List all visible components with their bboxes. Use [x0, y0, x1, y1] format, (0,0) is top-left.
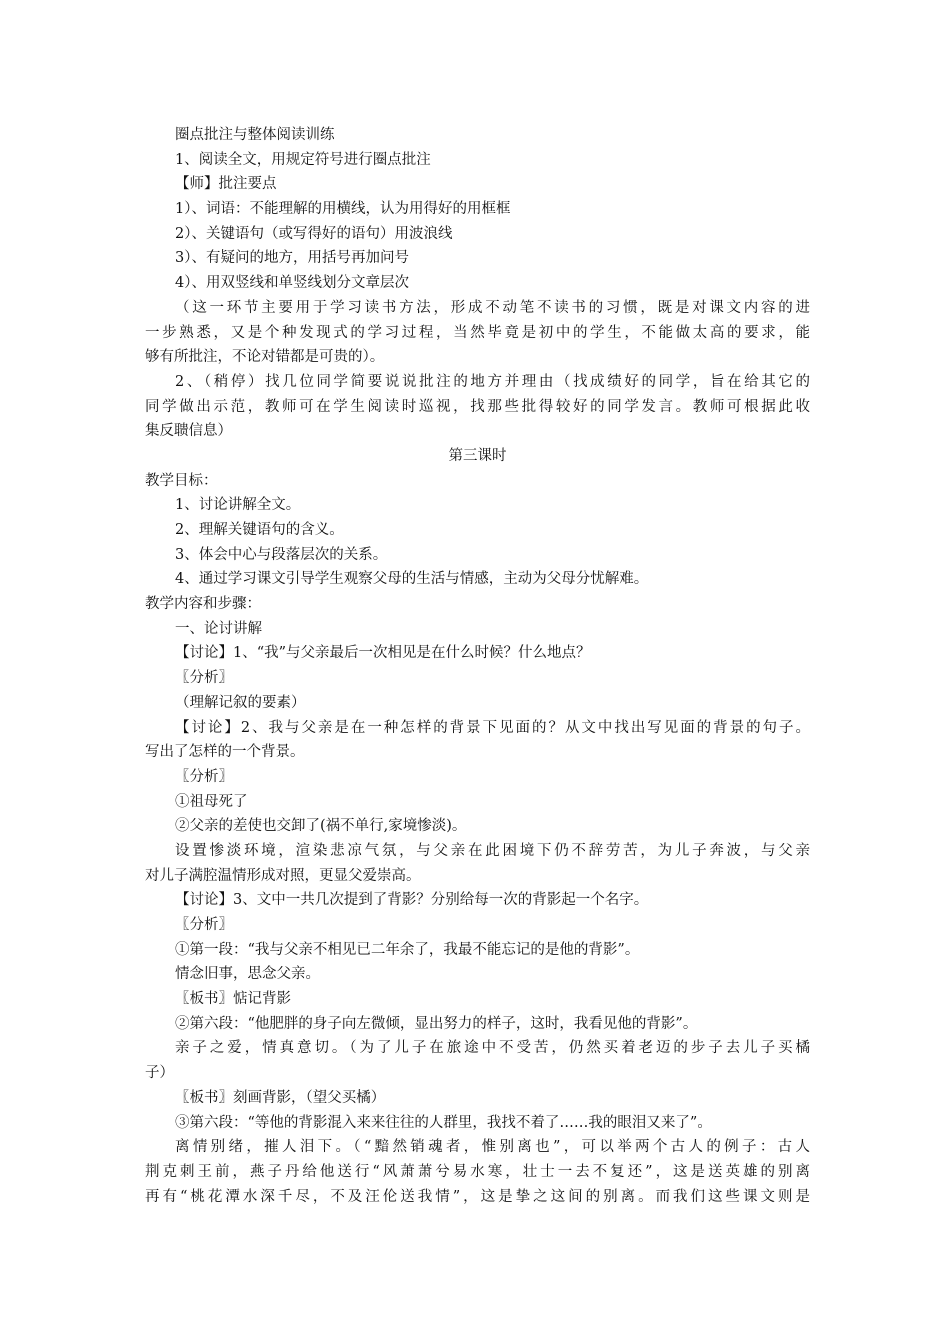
text-line: 荆克刺王前，燕子丹给他送行“风萧萧兮易水寒，壮士一去不复还”，这是送英雄的别离 [145, 1163, 810, 1180]
text-line: 【讨论】2、我与父亲是在一种怎样的背景下见面的？从文中找出写见面的背景的句子。 [175, 719, 810, 736]
text-line: 4、通过学习课文引导学生观察父母的生活与情感，主动为父母分忧解难。 [175, 571, 649, 588]
text-line: ③第六段：“等他的背影混入来来往往的人群里，我找不着了……我的眼泪又来了”。 [175, 1114, 712, 1131]
text-line: 1、阅读全文，用规定符号进行圈点批注 [175, 151, 431, 168]
text-line: ②父亲的差使也交卸了(祸不单行,家境惨淡)。 [175, 818, 467, 835]
text-line: 亲子之爱，情真意切。（为了儿子在旅途中不受苦，仍然买着老迈的步子去儿子买橘 [175, 1040, 810, 1057]
document-page [145, 123, 810, 1209]
text-line: 一步熟悉，又是个种发现式的学习过程，当然毕竟是初中的学生，不能做太高的要求，能 [145, 324, 810, 341]
text-line: 1、讨论讲解全文。 [175, 497, 301, 514]
text-line: 〖分析〗 [175, 670, 233, 687]
text-line: 教学目标： [145, 472, 218, 489]
text-line: ②第六段：“他肥胖的身子向左微倾，显出努力的样子，这时，我看见他的背影”。 [175, 1015, 698, 1032]
text-line: 够有所批注，不论对错都是可贵的）。 [145, 349, 385, 366]
text-line: 2、（稍停）找几位同学简要说说批注的地方并理由（找成绩好的同学，旨在给其它的 [175, 373, 810, 390]
text-line: 圈点批注与整体阅读训练 [175, 127, 335, 143]
text-line: ①第一段：“我与父亲不相见已二年余了，我最不能忘记的是他的背影”。 [175, 941, 640, 958]
text-line: （理解记叙的要素） [175, 694, 306, 711]
text-line: 设置惨淡环境，渲染悲凉气氛，与父亲在此困境下仍不辞劳苦，为儿子奔波，与父亲 [175, 842, 810, 859]
text-line: 教学内容和步骤： [145, 596, 261, 613]
text-line: 1）、词语：不能理解的用横线，认为用得好的用框框 [175, 201, 511, 218]
text-line: 〖分析〗 [175, 768, 233, 785]
text-line: 3、体会中心与段落层次的关系。 [175, 546, 388, 563]
text-line: 子） [145, 1065, 174, 1082]
text-line: 2）、关键语句（或写得好的语句）用波浪线 [175, 225, 453, 242]
text-line: 离情别绪，摧人泪下。（“黯然销魂者，惟别离也”，可以举两个古人的例子：古人 [175, 1139, 810, 1156]
text-line: 【讨论】3、文中一共几次提到了背影？分别给每一次的背影起一个名字。 [175, 892, 649, 909]
text-line: 4）、用双竖线和单竖线划分文章层次 [175, 275, 409, 292]
text-line: ①祖母死了 [175, 793, 248, 810]
text-line: 〖分析〗 [175, 917, 233, 933]
text-line: 〖板书〗刻画背影，（望父买橘） [175, 1089, 386, 1106]
text-line: 再有“桃花潭水深千尽，不及汪伦送我情”，这是挚之这间的别离。而我们这些课文则是 [145, 1188, 810, 1205]
text-line: （这一环节主要用于学习读书方法，形成不动笔不读书的习惯，既是对课文内容的进 [175, 299, 810, 316]
text-line: 3）、有疑问的地方，用括号再加问号 [175, 250, 409, 267]
text-line: 一、论讨讲解 [175, 620, 262, 637]
text-line: 【师】批注要点 [175, 176, 277, 193]
text-line: 同学做出示范，教师可在学生阅读时巡视，找那些批得较好的同学发言。教师可根据此收 [145, 398, 810, 415]
text-line: 对儿子满腔温情形成对照，更显父爱崇高。 [145, 867, 421, 884]
text-line: 集反聩信息） [145, 423, 232, 440]
section-heading: 第三课时 [448, 447, 507, 464]
text-line: 【讨论】1、“我”与父亲最后一次相见是在什么时候？什么地点？ [175, 645, 591, 662]
text-line: 2、理解关键语句的含义。 [175, 522, 344, 538]
text-line: 情念旧事，思念父亲。 [175, 966, 320, 983]
text-line: 〖板书〗惦记背影 [175, 991, 291, 1008]
text-line: 写出了怎样的一个背景。 [145, 744, 305, 761]
